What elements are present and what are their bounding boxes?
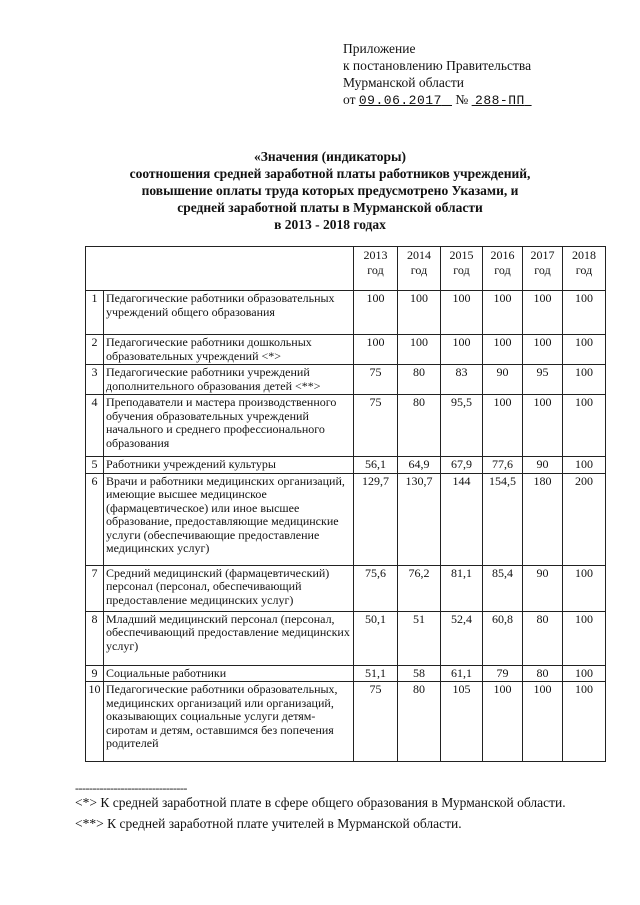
row-category-name: Педагогические работники дошкольных образовательных учреждений <*>: [104, 335, 354, 365]
row-number: 4: [86, 395, 104, 457]
row-number: 2: [86, 335, 104, 365]
row-category-name: Младший медицинский персонал (персонал, обеспечивающий предоставление медицинских услуг): [104, 611, 354, 665]
value-cell: 90: [483, 365, 523, 395]
year-word: год: [453, 263, 470, 277]
date-prefix: от: [343, 92, 356, 107]
title-line-3: повышение оплаты труда которых предусмотрено Указами, и: [141, 183, 519, 198]
value-cell: 100: [523, 682, 563, 762]
title-line-4: средней заработной платы в Мурманской области: [177, 200, 483, 215]
year-header: [441, 247, 483, 291]
number-sign: №: [455, 92, 469, 107]
row-category-name: Социальные работники: [104, 665, 354, 682]
value-cell: 100: [523, 395, 563, 457]
table-row: [86, 473, 606, 565]
value-cell: 56,1: [354, 457, 398, 474]
value-cell: 80: [398, 395, 441, 457]
value-cell: 75: [354, 682, 398, 762]
row-category-name: Педагогические работники образовательных учреждений общего образования: [104, 291, 354, 335]
year-header: [523, 247, 563, 291]
value-cell: 58: [398, 665, 441, 682]
value-cell: 100: [354, 335, 398, 365]
row-number: 8: [86, 611, 104, 665]
value-cell: 77,6: [483, 457, 523, 474]
value-cell: 100: [563, 291, 606, 335]
value-cell: 80: [398, 365, 441, 395]
value-cell: 144: [441, 473, 483, 565]
row-category-name: Средний медицинский (фармацевтический) персонал (персонал, обеспечивающий предоставление медицинских услуг): [104, 565, 354, 611]
value-cell: 105: [441, 682, 483, 762]
table-row: [86, 665, 606, 682]
table-row: [86, 457, 606, 474]
value-cell: 52,4: [441, 611, 483, 665]
title-line-1: «Значения (индикаторы): [253, 149, 407, 164]
year-word: год: [575, 263, 593, 277]
value-cell: 100: [563, 665, 606, 682]
value-cell: 80: [398, 682, 441, 762]
value-cell: 100: [523, 335, 563, 365]
year-label: 2015: [449, 248, 474, 262]
row-number: 7: [86, 565, 104, 611]
value-cell: 129,7: [354, 473, 398, 565]
table-row: [86, 365, 606, 395]
value-cell: 61,1: [441, 665, 483, 682]
title-line-2: соотношения средней заработной платы работников учреждений,: [129, 166, 531, 181]
value-cell: 95,5: [441, 395, 483, 457]
value-cell: 100: [441, 335, 483, 365]
year-header: [398, 247, 441, 291]
year-header: [354, 247, 398, 291]
row-category-name: Работники учреждений культуры: [104, 457, 354, 474]
value-cell: 100: [483, 395, 523, 457]
value-cell: 100: [563, 365, 606, 395]
value-cell: 100: [563, 335, 606, 365]
value-cell: 75,6: [354, 565, 398, 611]
value-cell: 67,9: [441, 457, 483, 474]
row-number: 6: [86, 473, 104, 565]
indicators-table: [85, 246, 606, 762]
value-cell: 154,5: [483, 473, 523, 565]
value-cell: 180: [523, 473, 563, 565]
value-cell: 90: [523, 457, 563, 474]
footnote-1: <*> К средней заработной плате в сфере общего образования в Мурманской области.: [75, 795, 566, 810]
row-number: 1: [86, 291, 104, 335]
value-cell: 85,4: [483, 565, 523, 611]
year-label: 2017: [530, 248, 555, 262]
year-word: год: [494, 263, 511, 277]
value-cell: 100: [523, 291, 563, 335]
year-label: 2013: [363, 248, 388, 262]
value-cell: 81,1: [441, 565, 483, 611]
value-cell: 130,7: [398, 473, 441, 565]
row-category-name: Педагогические работники учреждений дополнительного образования детей <**>: [104, 365, 354, 395]
value-cell: 100: [563, 457, 606, 474]
title-line-5: в 2013 - 2018 годах: [274, 217, 386, 232]
year-header: [563, 247, 606, 291]
value-cell: 79: [483, 665, 523, 682]
header-empty-cell: [86, 247, 354, 291]
value-cell: 100: [441, 291, 483, 335]
appendix-line-2: к постановлению Правительства: [343, 58, 532, 73]
year-label: 2014: [407, 248, 431, 262]
document-date: 09.06.2017: [358, 93, 442, 108]
year-label: 2016: [490, 248, 515, 262]
table-body: [86, 247, 606, 762]
row-category-name: Педагогические работники образовательных, медицинских организаций или организаций, оказывающих социальные услуги детям-сиротам и детям, оставшимся без попечения родителей: [104, 682, 354, 762]
table-row: [86, 335, 606, 365]
value-cell: 75: [354, 395, 398, 457]
year-word: год: [534, 263, 551, 277]
value-cell: 100: [563, 611, 606, 665]
value-cell: 76,2: [398, 565, 441, 611]
value-cell: 60,8: [483, 611, 523, 665]
row-category-name: Преподаватели и мастера производственного обучения образовательных учреждений начального и среднего профессионального образования: [104, 395, 354, 457]
footnote-separator: --------------------------------: [75, 781, 187, 795]
table-row: [86, 565, 606, 611]
value-cell: 80: [523, 665, 563, 682]
value-cell: 83: [441, 365, 483, 395]
value-cell: 100: [483, 291, 523, 335]
document-number: 288-ПП: [475, 93, 525, 108]
table-row: [86, 682, 606, 762]
table-row: [86, 291, 606, 335]
footnote-2: <**> К средней заработной плате учителей в Мурманской области.: [75, 816, 462, 831]
value-cell: 100: [398, 335, 441, 365]
value-cell: 100: [563, 565, 606, 611]
table-row: [86, 395, 606, 457]
footnotes: [75, 793, 603, 835]
value-cell: 200: [563, 473, 606, 565]
year-label: 2018: [572, 248, 596, 262]
header-row: [86, 247, 606, 291]
value-cell: 80: [523, 611, 563, 665]
value-cell: 100: [483, 335, 523, 365]
year-word: год: [410, 263, 428, 277]
row-number: 5: [86, 457, 104, 474]
value-cell: 64,9: [398, 457, 441, 474]
year-header: [483, 247, 523, 291]
table-row: [86, 611, 606, 665]
value-cell: 50,1: [354, 611, 398, 665]
appendix-line-3: Мурманской области: [343, 75, 464, 90]
row-number: 3: [86, 365, 104, 395]
row-category-name: Врачи и работники медицинских организаций, имеющие высшее медицинское (фармацевтическое) или иное высшее образование, предоставляющие медицинские услуги (обеспечивающие предоставление медицинских услуг): [104, 473, 354, 565]
value-cell: 100: [354, 291, 398, 335]
value-cell: 51: [398, 611, 441, 665]
value-cell: 100: [483, 682, 523, 762]
value-cell: 51,1: [354, 665, 398, 682]
value-cell: 100: [563, 682, 606, 762]
year-word: год: [367, 263, 384, 277]
value-cell: 75: [354, 365, 398, 395]
value-cell: 100: [563, 395, 606, 457]
row-number: 10: [86, 682, 104, 762]
value-cell: 90: [523, 565, 563, 611]
appendix-header: [343, 40, 532, 109]
appendix-line-1: Приложение: [343, 41, 416, 56]
value-cell: 95: [523, 365, 563, 395]
appendix-date-line: [343, 91, 532, 109]
document-title: [80, 148, 580, 233]
value-cell: 100: [398, 291, 441, 335]
row-number: 9: [86, 665, 104, 682]
